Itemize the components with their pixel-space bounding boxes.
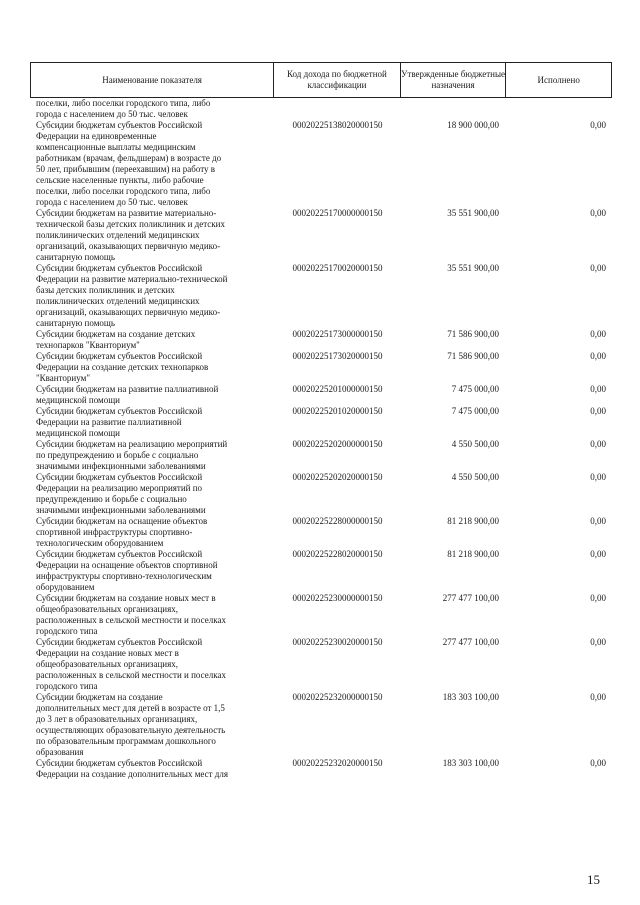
row-approved: 81 218 900,00 [447,549,499,559]
table-row [30,758,612,780]
row-done: 0,00 [590,549,606,559]
row-approved: 277 477 100,00 [442,593,499,603]
header-name: Наименование показателя [31,63,274,97]
row-code: 00020225201020000150 [292,406,383,416]
row-code: 00020225202000000150 [292,439,383,449]
header-done: Исполнено [537,74,580,85]
row-name: Субсидии бюджетам субъектов Российской Федерации на создание дополнительных мест для [36,758,228,779]
table-row [30,593,612,637]
row-done [507,98,612,120]
row-approved: 18 900 000,00 [447,120,499,130]
table-row [30,549,612,593]
row-done: 0,00 [590,263,606,273]
row-code: 00020225202020000150 [292,472,383,482]
row-approved: 183 303 100,00 [442,692,499,702]
header-code: Код дохода по бюджетной классификации [274,63,401,97]
table-row [30,351,612,384]
row-name: Субсидии бюджетам субъектов Российской Федерации на единовременные компенсационные выплаты медицинским работникам (врачам, фельдшерам) в возрасте до 50 лет, прибывшим (переехавшим) на работу в сельские населенные пункты, либо рабочие поселки, либо поселки городского типа, либо города с населением до 50 тыс. человек [36,120,222,207]
row-name: Субсидии бюджетам на создание детских технопарков "Кванториум" [36,329,196,350]
row-name: поселки, либо поселки городского типа, либо города с населением до 50 тыс. человек [36,98,211,119]
row-approved: 7 475 000,00 [451,406,499,416]
row-name: Субсидии бюджетам субъектов Российской Федерации на развитие материально-технической базы детских поликлиник и детских поликлинических отделений медицинских организаций, оказывающих первичную медико- санитарную помощь [36,263,228,328]
page-number: 15 [587,872,600,887]
row-approved: 4 550 500,00 [451,439,499,449]
table-row [30,384,612,406]
row-done: 0,00 [590,329,606,339]
row-done: 0,00 [590,472,606,482]
row-code: 00020225232000000150 [292,692,383,702]
row-name: Субсидии бюджетам на развитие паллиативной медицинской помощи [36,384,219,405]
table-row [30,439,612,472]
table-row [30,406,612,439]
row-done: 0,00 [590,439,606,449]
row-code: 00020225138020000150 [292,120,383,130]
row-code: 00020225232020000150 [292,758,383,768]
row-done: 0,00 [590,637,606,647]
row-approved: 35 551 900,00 [447,208,499,218]
row-approved [401,98,507,120]
row-name: Субсидии бюджетам субъектов Российской Федерации на создание детских технопарков "Кванториум" [36,351,209,383]
table-header [30,62,612,98]
table-row [30,692,612,758]
row-code: 00020225230000000150 [292,593,383,603]
row-done: 0,00 [590,351,606,361]
row-name: Субсидии бюджетам на оснащение объектов спортивной инфраструктуры спортивно- технологическим оборудованием [36,516,208,548]
row-code: 00020225201000000150 [292,384,383,394]
row-done: 0,00 [590,692,606,702]
row-done: 0,00 [590,384,606,394]
row-approved: 183 303 100,00 [442,758,499,768]
table-row [30,263,612,329]
table-row [30,120,612,208]
row-name: Субсидии бюджетам субъектов Российской Федерации на развитие паллиативной медицинской помощи [36,406,203,438]
row-code: 00020225173020000150 [292,351,383,361]
row-code: 00020225228000000150 [292,516,383,526]
row-approved: 71 586 900,00 [447,329,499,339]
row-done: 0,00 [590,208,606,218]
row-approved: 35 551 900,00 [447,263,499,273]
table-row [30,98,612,120]
table-row [30,472,612,516]
table-row [30,208,612,263]
row-code: 00020225230020000150 [292,637,383,647]
row-approved: 7 475 000,00 [451,384,499,394]
table-row [30,637,612,692]
row-done: 0,00 [590,406,606,416]
row-name: Субсидии бюджетам на развитие материально- технической базы детских поликлиник и детских поликлинических отделений медицинских организаций, оказывающих первичную медико- санитарную помощь [36,208,225,262]
table-body [30,98,612,780]
row-code: 00020225173000000150 [292,329,383,339]
row-approved: 277 477 100,00 [442,637,499,647]
row-name: Субсидии бюджетам субъектов Российской Федерации на создание новых мест в общеобразовательных организациях, расположенных в сельской местности и поселках городского типа [36,637,226,691]
row-approved: 71 586 900,00 [447,351,499,361]
row-name: Субсидии бюджетам на создание дополнительных мест для детей в возрасте от 1,5 до 3 лет в образовательных организациях, осуществляющих образовательную деятельность по образовательным программам дошкольного образования [36,692,226,757]
row-approved: 4 550 500,00 [451,472,499,482]
row-approved: 81 218 900,00 [447,516,499,526]
table-row [30,516,612,549]
row-code: 00020225170000000150 [292,208,383,218]
row-done: 0,00 [590,120,606,130]
row-code: 00020225228020000150 [292,549,383,559]
row-name: Субсидии бюджетам субъектов Российской Федерации на оснащение объектов спортивной инфраструктуры спортивно-технологическим оборудованием [36,549,218,592]
row-code [274,98,401,120]
table-row [30,329,612,351]
row-done: 0,00 [590,516,606,526]
row-code: 00020225170020000150 [292,263,383,273]
header-approved: Утвержденные бюджетные назначения [401,63,507,97]
row-name: Субсидии бюджетам на создание новых мест в общеобразовательных организациях, расположенных в сельской местности и поселках городского типа [36,593,226,636]
row-name: Субсидии бюджетам на реализацию мероприятий по предупреждению и борьбе с социально значимыми инфекционными заболеваниями [36,439,228,471]
row-done: 0,00 [590,758,606,768]
row-name: Субсидии бюджетам субъектов Российской Федерации на реализацию мероприятий по предупреждению и борьбе с социально значимыми инфекционными заболеваниями [36,472,206,515]
row-done: 0,00 [590,593,606,603]
